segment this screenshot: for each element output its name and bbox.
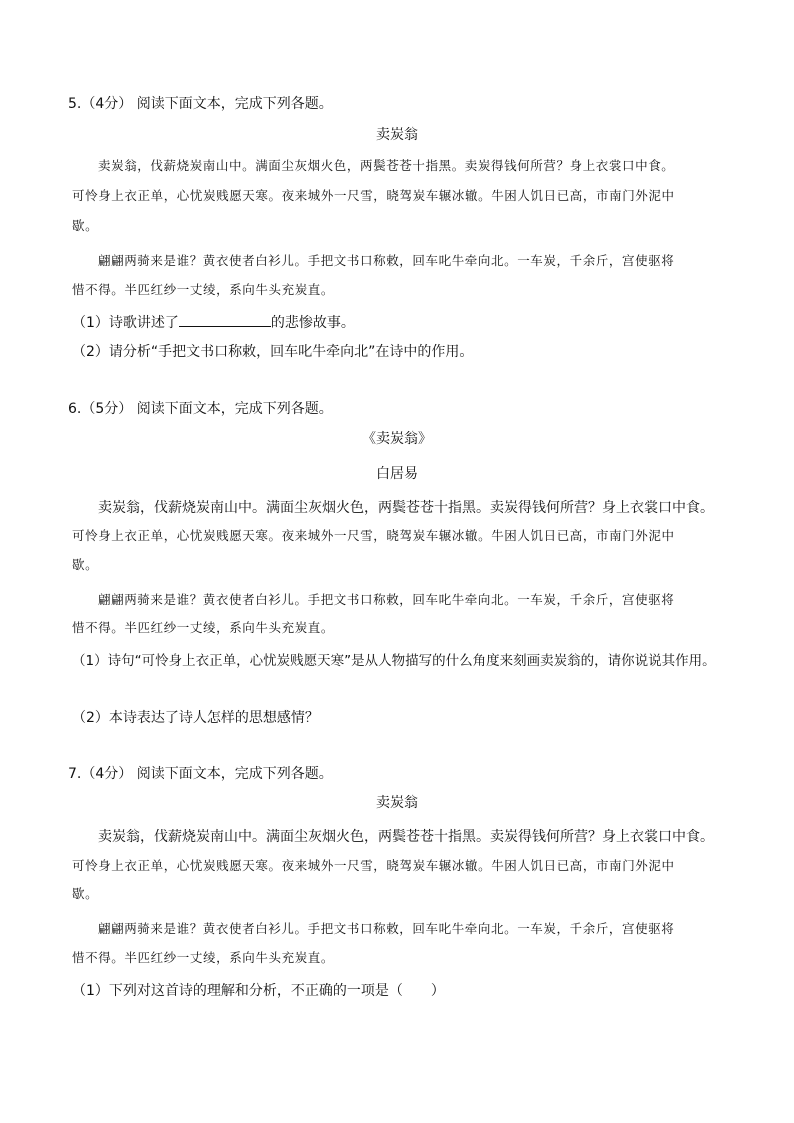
poem-line: 可怜身上衣正单，心忧炭贱愿天寒。夜来城外一尺雪，晓驾炭车辗冰辙。牛困人饥日已高，市南门外泥中 [72, 858, 675, 873]
poem-title: 卖炭翁 [376, 795, 418, 811]
sub-question-1 [72, 313, 355, 332]
poem-line: 卖炭翁，伐薪烧炭南山中。满面尘灰烟火色，两鬓苍苍十指黑。卖炭得钱何所营？身上衣裳口中食。 [98, 158, 675, 173]
answer-blank[interactable] [179, 313, 271, 327]
poem-line: 可怜身上衣正单，心忧炭贱愿天寒。夜来城外一尺雪，晓驾炭车辗冰辙。牛困人饥日已高，市南门外泥中 [72, 528, 675, 543]
poem-line: 翩翩两骑来是谁？黄衣使者白衫儿。手把文书口称敕，回车叱牛牵向北。一车炭，千余斤，宫使驱将 [98, 253, 675, 268]
poem-line: 卖炭翁，伐薪烧炭南山中。满面尘灰烟火色，两鬓苍苍十指黑。卖炭得钱何所营？身上衣裳口中食。 [98, 829, 714, 845]
sub-question-1: （1）诗句“可怜身上衣正单，心忧炭贱愿天寒”是从人物描写的什么角度来刻画卖炭翁的，请你说说其作用。 [72, 653, 716, 669]
poem-title: 卖炭翁 [376, 127, 418, 143]
poem-line: 惜不得。半匹红纱一丈绫，系向牛头充炭直。 [72, 282, 335, 297]
poem-author: 白居易 [376, 466, 418, 482]
question-header: 7.（4分） 阅读下面文本，完成下列各题。 [68, 766, 333, 782]
sub-question-1: （1）下列对这首诗的理解和分析，不正确的一项是（ ） [72, 983, 445, 999]
poem-line: 卖炭翁，伐薪烧炭南山中。满面尘灰烟火色，两鬓苍苍十指黑。卖炭得钱何所营？身上衣裳口中食。 [98, 500, 714, 516]
poem-line: 可怜身上衣正单，心忧炭贱愿天寒。夜来城外一尺雪，晓驾炭车辗冰辙。牛困人饥日已高，市南门外泥中 [72, 188, 675, 203]
poem-line: 歇。 [72, 557, 99, 572]
question-header: 5.（4分） 阅读下面文本，完成下列各题。 [68, 96, 333, 112]
poem-line: 翩翩两骑来是谁？黄衣使者白衫儿。手把文书口称敕，回车叱牛牵向北。一车炭，千余斤，宫使驱将 [98, 592, 675, 607]
sub-question-text: 的悲惨故事。 [270, 315, 355, 331]
sub-question-2: （2）本诗表达了诗人怎样的思想感情？ [72, 710, 319, 726]
poem-line: 翩翩两骑来是谁？黄衣使者白衫儿。手把文书口称敕，回车叱牛牵向北。一车炭，千余斤，宫使驱将 [98, 921, 675, 936]
sub-question-2: （2）请分析“手把文书口称敕，回车叱牛牵向北”在诗中的作用。 [72, 344, 474, 360]
poem-title: 《卖炭翁》 [362, 431, 432, 447]
sub-question-text: （1）诗歌讲述了 [72, 315, 179, 331]
poem-line: 歇。 [72, 218, 99, 233]
poem-line: 惜不得。半匹红纱一丈绫，系向牛头充炭直。 [72, 950, 335, 965]
poem-line: 歇。 [72, 886, 99, 901]
question-header: 6.（5分） 阅读下面文本，完成下列各题。 [68, 401, 333, 417]
poem-line: 惜不得。半匹红纱一丈绫，系向牛头充炭直。 [72, 620, 335, 635]
